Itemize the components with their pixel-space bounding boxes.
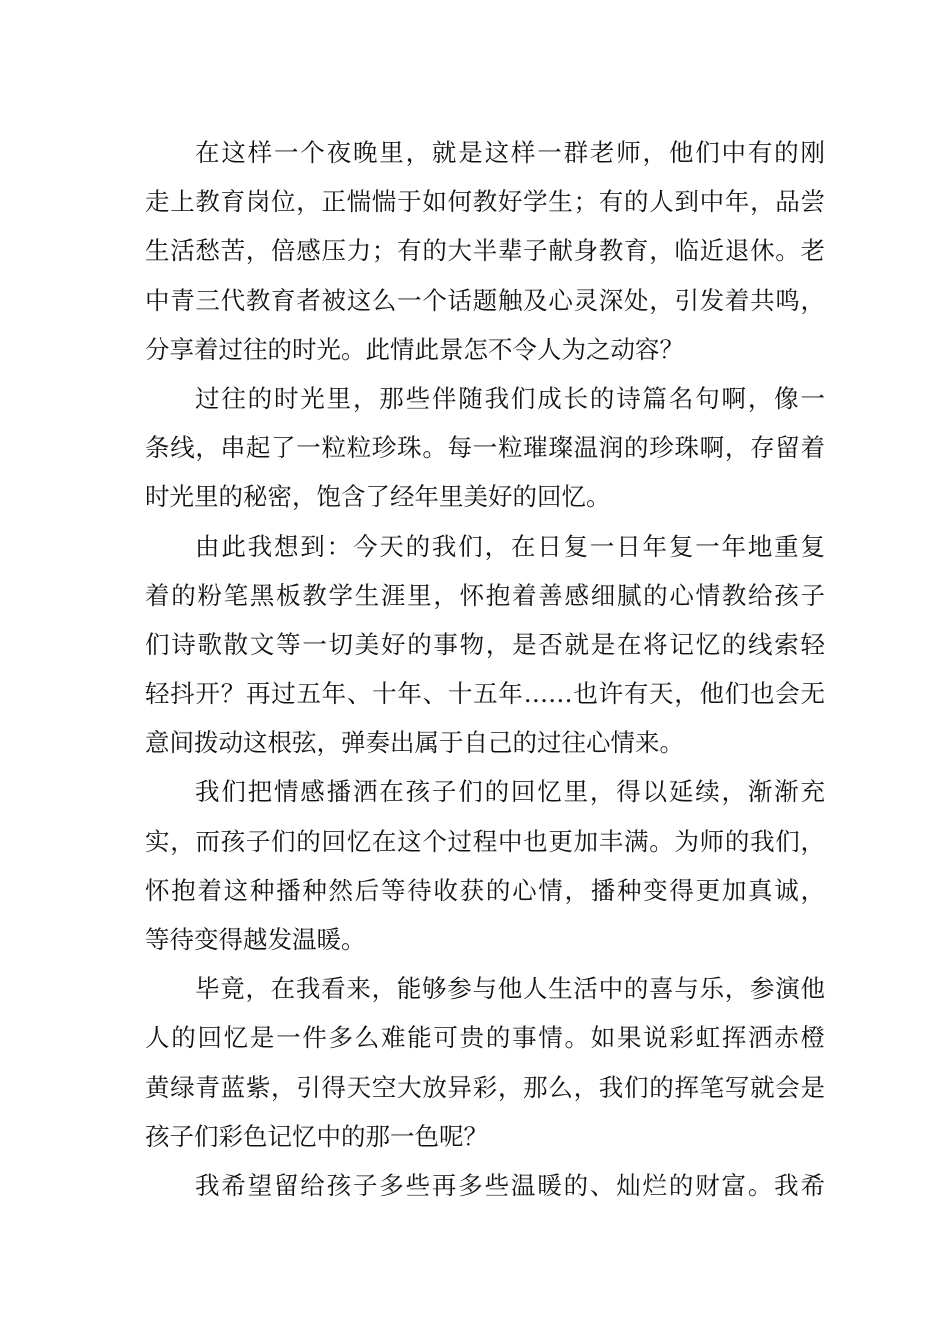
text-line: 轻抖开？再过五年、十年、十五年……也许有天，他们也会无 <box>145 679 825 709</box>
text-line: 生活愁苦，倍感压力；有的大半辈子献身教育，临近退休。老 <box>145 236 825 266</box>
text-line: 意间拨动这根弦，弹奏出属于自己的过往心情来。 <box>145 728 684 758</box>
text-line: 过往的时光里，那些伴随我们成长的诗篇名句啊，像一 <box>195 383 825 413</box>
text-line: 我们把情感播洒在孩子们的回忆里，得以延续，渐渐充 <box>195 777 825 807</box>
paragraph <box>145 964 825 1161</box>
paragraph <box>145 128 825 374</box>
text-line: 人的回忆是一件多么难能可贵的事情。如果说彩虹挥洒赤橙 <box>145 1023 825 1053</box>
text-line: 由此我想到：今天的我们，在日复一日年复一年地重复 <box>195 531 825 561</box>
text-line: 着的粉笔黑板教学生涯里，怀抱着善感细腻的心情教给孩子 <box>145 580 825 610</box>
paragraph <box>145 374 825 522</box>
paragraph <box>145 767 825 964</box>
document-body <box>145 128 825 1210</box>
text-line: 怀抱着这种播种然后等待收获的心情，播种变得更加真诚， <box>145 875 825 905</box>
text-line: 黄绿青蓝紫，引得天空大放异彩，那么，我们的挥笔写就会是 <box>145 1072 825 1102</box>
text-line: 分享着过往的时光。此情此景怎不令人为之动容？ <box>145 334 684 364</box>
text-line: 中青三代教育者被这么一个话题触及心灵深处，引发着共鸣， <box>145 285 825 315</box>
text-line: 毕竟，在我看来，能够参与他人生活中的喜与乐，参演他 <box>195 974 825 1004</box>
text-line: 条线，串起了一粒粒珍珠。每一粒璀璨温润的珍珠啊，存留着 <box>145 433 825 463</box>
text-line: 在这样一个夜晚里，就是这样一群老师，他们中有的刚 <box>195 138 825 167</box>
text-line: 孩子们彩色记忆中的那一色呢？ <box>145 1121 488 1151</box>
text-line: 走上教育岗位，正惴惴于如何教好学生；有的人到中年，品尝 <box>145 187 825 217</box>
paragraph <box>145 1161 825 1210</box>
text-line: 实，而孩子们的回忆在这个过程中也更加丰满。为师的我们， <box>145 826 825 856</box>
paragraph <box>145 522 825 768</box>
text-line: 时光里的秘密，饱含了经年里美好的回忆。 <box>145 482 611 512</box>
text-line: 我希望留给孩子多些再多些温暖的、灿烂的财富。我希 <box>195 1170 825 1200</box>
text-line: 等待变得越发温暖。 <box>145 925 366 954</box>
text-line: 们诗歌散文等一切美好的事物，是否就是在将记忆的线索轻 <box>145 629 825 659</box>
